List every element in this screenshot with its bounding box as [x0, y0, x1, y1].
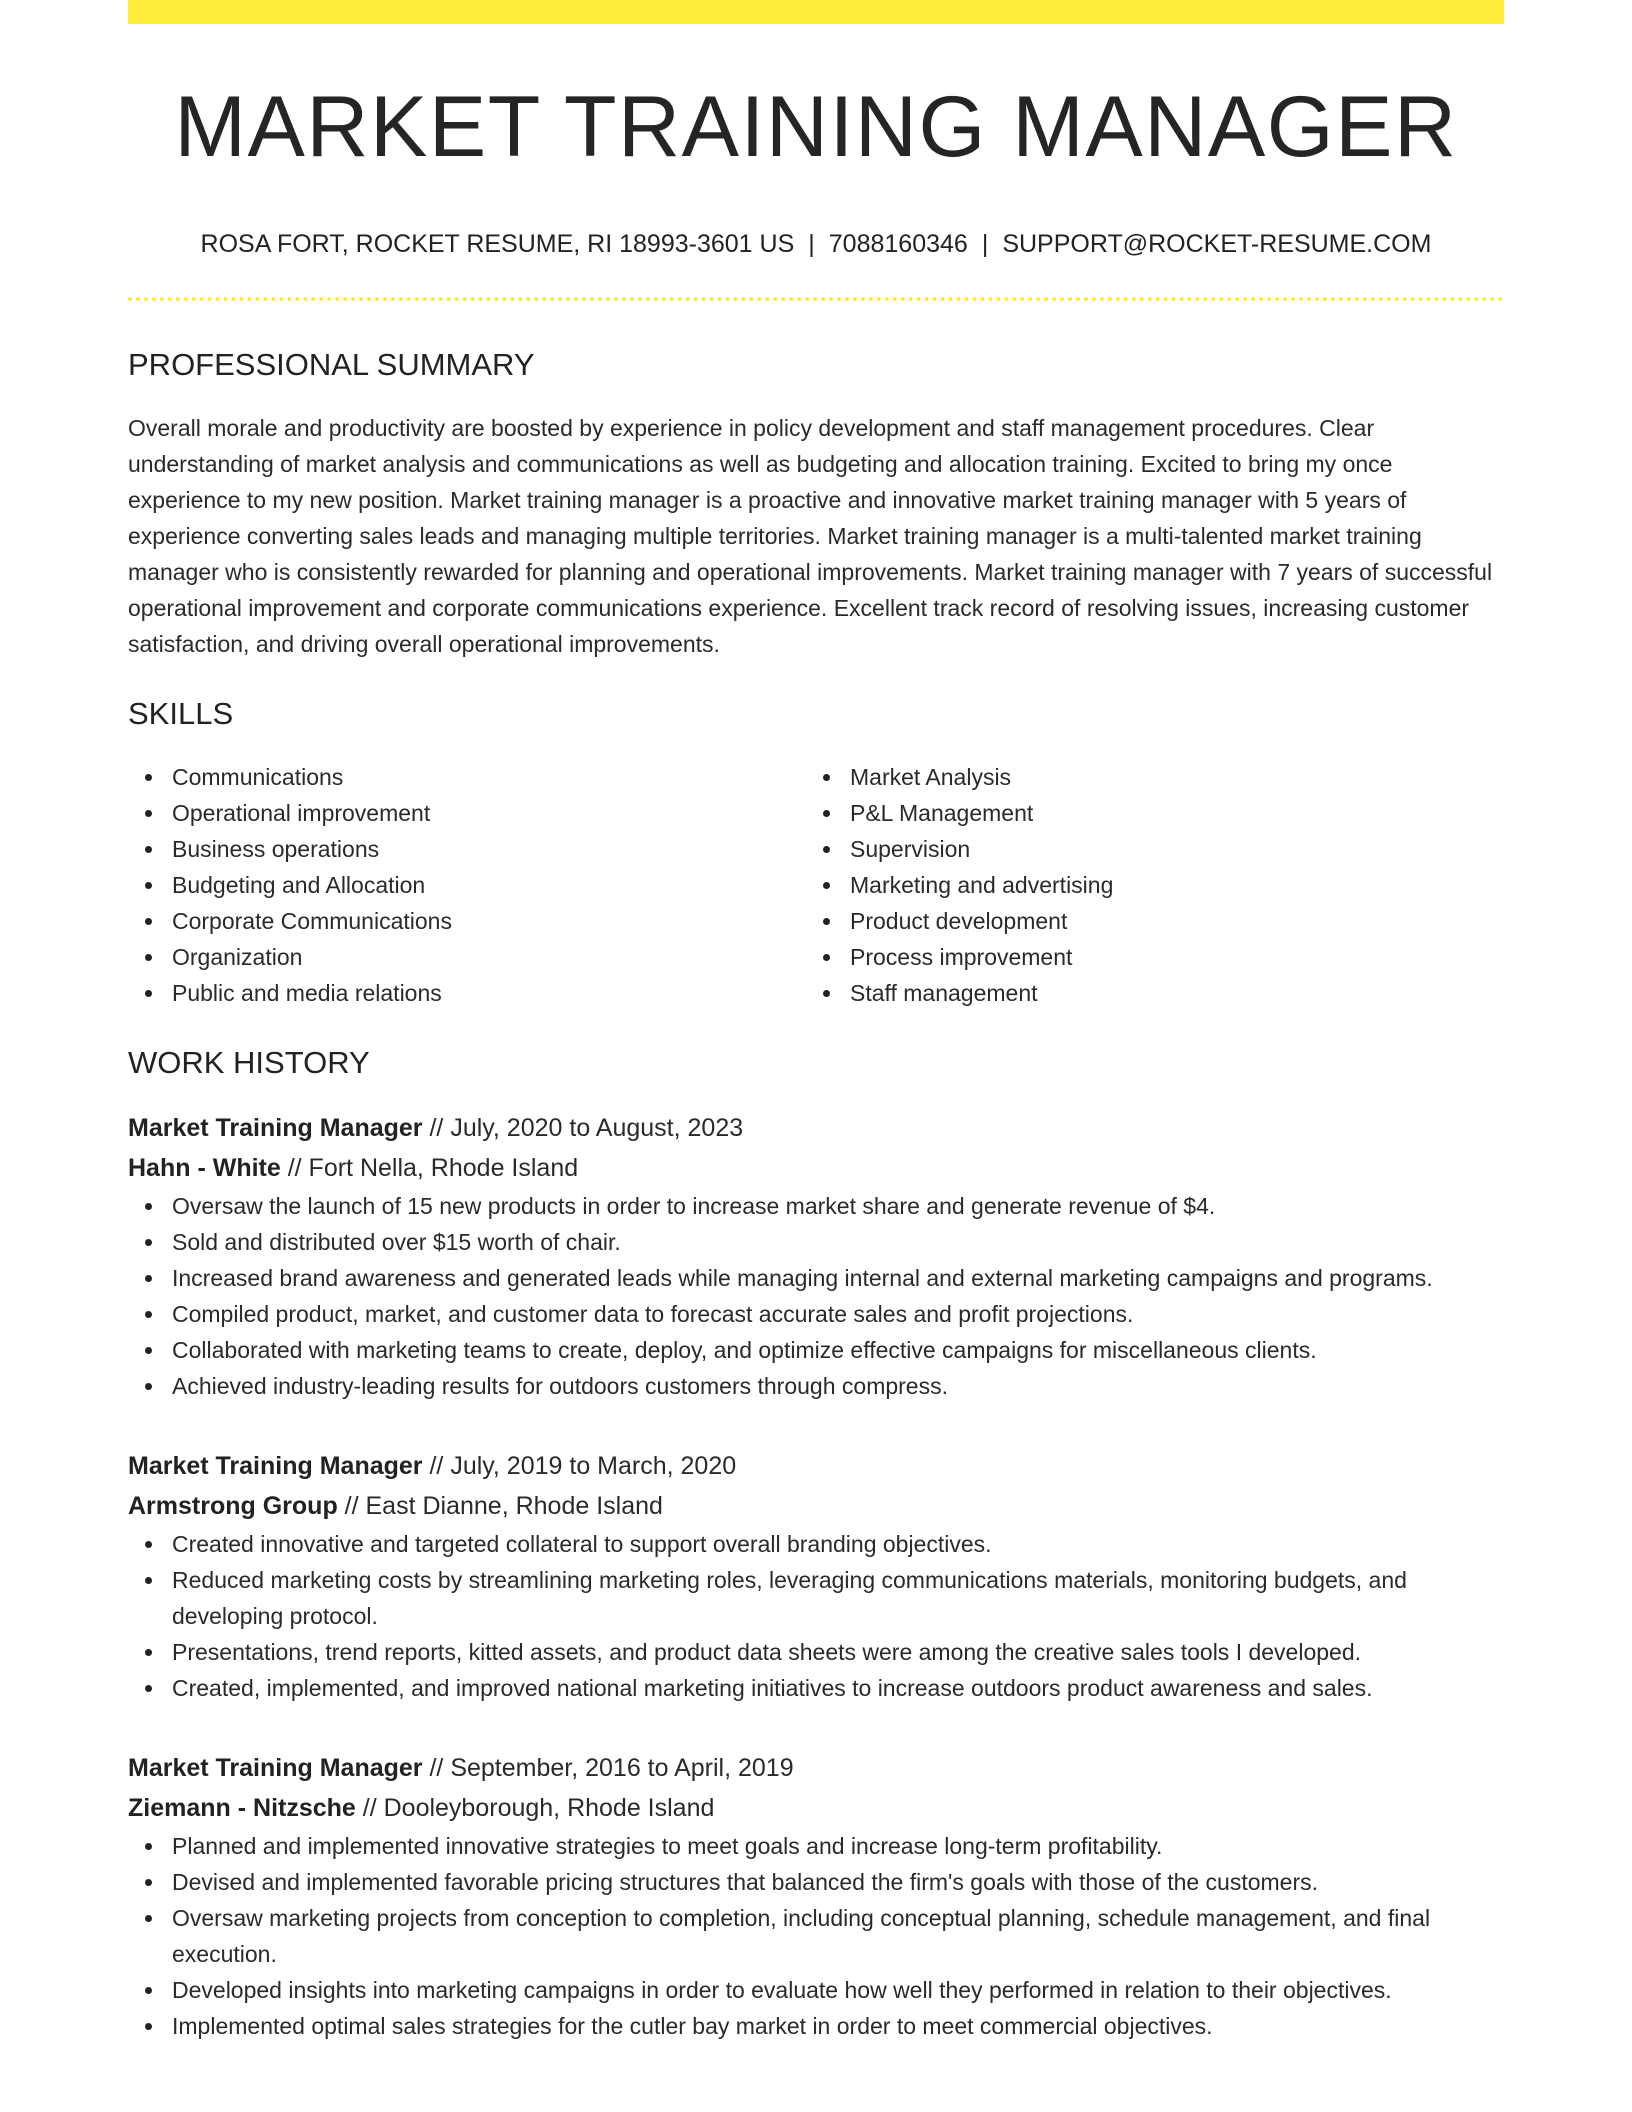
skill-item: Market Analysis — [806, 759, 1484, 795]
job-company: Hahn - White — [128, 1154, 281, 1182]
job-title-line — [128, 1748, 1504, 1788]
summary-heading: PROFESSIONAL SUMMARY — [128, 347, 535, 382]
job-duty-item: Developed insights into marketing campaigns in order to evaluate how well they performed in relation to their objectives. — [128, 1972, 1504, 2008]
resume-page — [128, 0, 1504, 2044]
job-duty-item: Created innovative and targeted collateral to support overall branding objectives. — [128, 1526, 1504, 1562]
contact-email: SUPPORT@ROCKET-RESUME.COM — [1002, 230, 1432, 258]
job-company: Armstrong Group — [128, 1492, 338, 1520]
skill-item: Operational improvement — [128, 795, 806, 831]
job-duty-item: Sold and distributed over $15 worth of chair. — [128, 1224, 1504, 1260]
skill-item: Staff management — [806, 975, 1484, 1011]
contact-separator: | — [808, 230, 815, 258]
job-duty-item: Oversaw marketing projects from conception to completion, including conceptual planning, schedule management, and final execution. — [128, 1900, 1504, 1972]
section-divider — [128, 297, 1504, 301]
job-entry — [128, 1446, 1504, 1706]
job-dates: // July, 2020 to August, 2023 — [422, 1114, 744, 1142]
skill-item: Communications — [128, 759, 806, 795]
job-duty-item: Presentations, trend reports, kitted assets, and product data sheets were among the creative sales tools I developed. — [128, 1634, 1504, 1670]
summary-text: Overall morale and productivity are boosted by experience in policy development and staff management procedures. Clear understanding of market analysis and communications as well as budgeting and allocation training. Excited to bring my once experience to my new position. Market training manager is a proactive and innovative market training manager with 5 years of experience converting sales leads and managing multiple territories. Market training manager is a multi-talented market training manager who is consistently rewarded for planning and operational improvements. Market training manager with 7 years of successful operational improvement and corporate communications experience. Excellent track record of resolving issues, increasing customer satisfaction, and driving overall operational improvements. — [128, 415, 1493, 657]
job-location: // East Dianne, Rhode Island — [337, 1492, 663, 1520]
skill-item: Business operations — [128, 831, 806, 867]
work-history-heading: WORK HISTORY — [128, 1045, 370, 1080]
job-title-line — [128, 1108, 1504, 1148]
skill-item: Supervision — [806, 831, 1484, 867]
contact-phone: 7088160346 — [828, 230, 968, 258]
accent-bar — [128, 0, 1504, 24]
job-duty-item: Planned and implemented innovative strategies to meet goals and increase long-term profitability. — [128, 1828, 1504, 1864]
contact-address: ROSA FORT, ROCKET RESUME, RI 18993-3601 US — [200, 230, 795, 258]
job-company: Ziemann - Nitzsche — [128, 1794, 356, 1822]
job-duty-item: Achieved industry-leading results for outdoors customers through compress. — [128, 1368, 1504, 1404]
page-title: MARKET TRAINING MANAGER — [174, 79, 1458, 175]
skill-item: Organization — [128, 939, 806, 975]
job-duty-item: Increased brand awareness and generated leads while managing internal and external marketing campaigns and programs. — [128, 1260, 1504, 1296]
job-duties — [128, 1526, 1504, 1706]
job-title: Market Training Manager — [128, 1114, 423, 1142]
job-company-line — [128, 1788, 1504, 1828]
skills-heading: SKILLS — [128, 696, 234, 731]
job-duties — [128, 1828, 1504, 2044]
skill-item: Product development — [806, 903, 1484, 939]
job-duty-item: Devised and implemented favorable pricing structures that balanced the firm's goals with those of the customers. — [128, 1864, 1504, 1900]
skill-item: Budgeting and Allocation — [128, 867, 806, 903]
contact-separator: | — [981, 230, 989, 258]
job-entry — [128, 1748, 1504, 2044]
skill-item: Public and media relations — [128, 975, 806, 1011]
skills-list — [128, 759, 1504, 1011]
job-duty-item: Collaborated with marketing teams to create, deploy, and optimize effective campaigns for miscellaneous clients. — [128, 1332, 1504, 1368]
job-title: Market Training Manager — [128, 1452, 423, 1480]
skill-item: Process improvement — [806, 939, 1484, 975]
job-dates: // July, 2019 to March, 2020 — [422, 1452, 737, 1480]
skills-column-left — [128, 759, 806, 1011]
skill-item: Marketing and advertising — [806, 867, 1484, 903]
job-location: // Dooleyborough, Rhode Island — [355, 1794, 715, 1822]
job-location: // Fort Nella, Rhode Island — [280, 1154, 579, 1182]
job-entry — [128, 1108, 1504, 1404]
skills-column-right — [806, 759, 1484, 1011]
job-duty-item: Implemented optimal sales strategies for the cutler bay market in order to meet commercial objectives. — [128, 2008, 1504, 2044]
job-duties — [128, 1188, 1504, 1404]
job-duty-item: Oversaw the launch of 15 new products in order to increase market share and generate revenue of $4. — [128, 1188, 1504, 1224]
job-title: Market Training Manager — [128, 1754, 423, 1782]
job-duty-item: Created, implemented, and improved national marketing initiatives to increase outdoors product awareness and sales. — [128, 1670, 1504, 1706]
job-company-line — [128, 1486, 1504, 1526]
skill-item: Corporate Communications — [128, 903, 806, 939]
job-dates: // September, 2016 to April, 2019 — [422, 1754, 794, 1782]
contact-info — [128, 232, 1504, 257]
job-duty-item: Compiled product, market, and customer data to forecast accurate sales and profit projections. — [128, 1296, 1504, 1332]
skill-item: P&L Management — [806, 795, 1484, 831]
job-company-line — [128, 1148, 1504, 1188]
job-title-line — [128, 1446, 1504, 1486]
job-duty-item: Reduced marketing costs by streamlining marketing roles, leveraging communications materials, monitoring budgets, and developing protocol. — [128, 1562, 1504, 1634]
